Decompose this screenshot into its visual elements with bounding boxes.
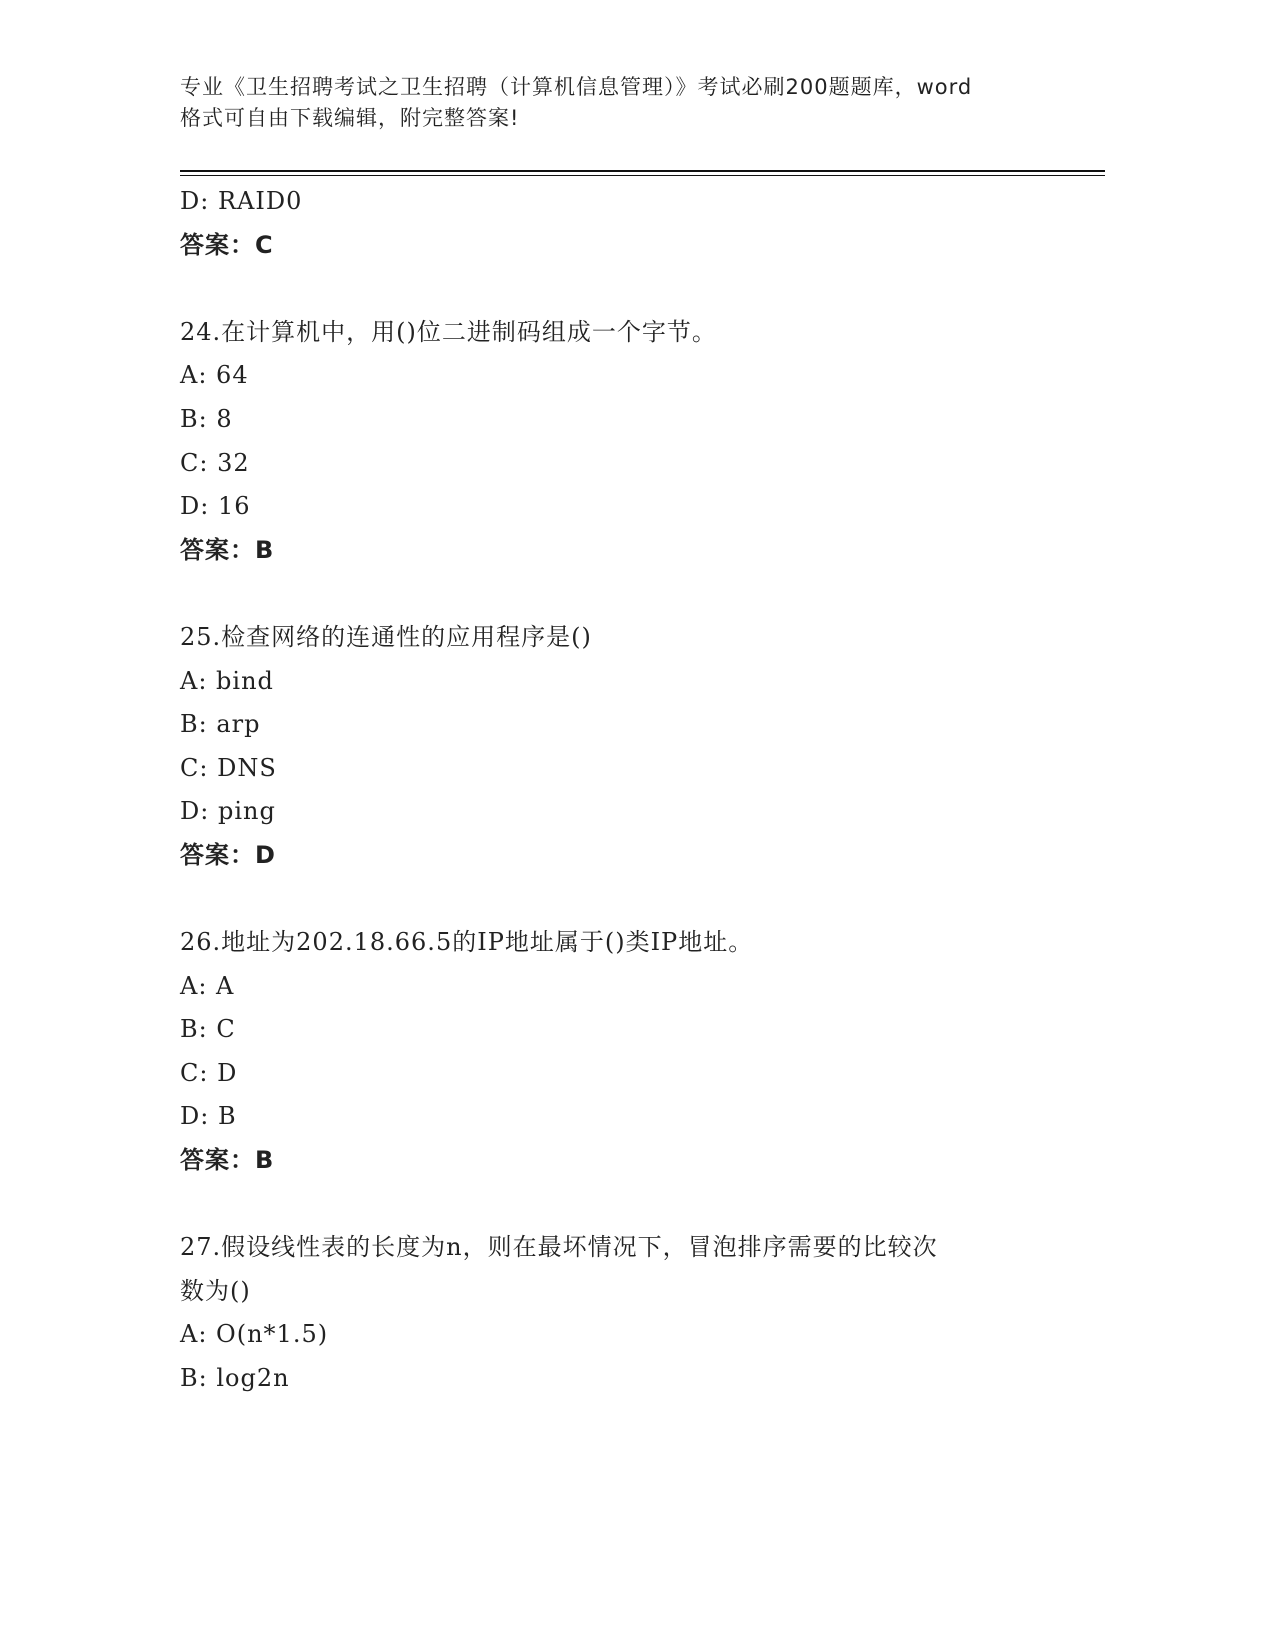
answer-line: 答案：D (180, 840, 276, 869)
answer-line: 答案：B (180, 1146, 275, 1175)
block-spacer (180, 267, 1080, 311)
question-text: 26.地址为202.18.66.5的IP地址属于()类IP地址。 (180, 928, 754, 957)
option-line: B: 8 (180, 404, 233, 433)
question-text: 24.在计算机中，用()位二进制码组成一个字节。 (180, 317, 717, 346)
question-block (180, 180, 1080, 267)
option-line: A: A (180, 971, 235, 1000)
header-line-1: 专业《卫生招聘考试之卫生招聘（计算机信息管理）》考试必刷200题题库，word (180, 75, 973, 99)
option-line: D: ping (180, 797, 276, 826)
option-line: B: arp (180, 710, 261, 739)
option-line: A: bind (180, 666, 274, 695)
block-spacer (180, 878, 1080, 922)
header-divider-thin (180, 175, 1105, 176)
option-line: C: D (180, 1058, 238, 1087)
option-line: B: log2n (180, 1364, 290, 1393)
option-line: A: 64 (180, 361, 249, 390)
question-block (180, 921, 1080, 1183)
answer-line: 答案：C (180, 230, 274, 259)
option-line: D: 16 (180, 492, 251, 521)
option-line: C: 32 (180, 448, 250, 477)
option-line: C: DNS (180, 753, 277, 782)
option-line: A: O(n*1.5) (180, 1320, 329, 1349)
option-line: D: RAID0 (180, 187, 303, 215)
block-spacer (180, 1183, 1080, 1227)
question-block (180, 1226, 1080, 1400)
option-line: B: C (180, 1015, 236, 1044)
header-divider-thick (180, 170, 1105, 172)
question-text: 25.检查网络的连通性的应用程序是() (180, 622, 592, 651)
header-line-2: 格式可自由下载编辑，附完整答案! (180, 106, 520, 130)
block-spacer (180, 572, 1080, 616)
question-text: 27.假设线性表的长度为n，则在最坏情况下，冒泡排序需要的比较次 (180, 1233, 938, 1262)
document-header (180, 72, 1060, 134)
question-list (180, 180, 1080, 1401)
question-block (180, 311, 1080, 573)
option-line: D: B (180, 1102, 237, 1131)
question-block (180, 616, 1080, 878)
answer-line: 答案：B (180, 535, 275, 564)
question-text: 数为() (180, 1276, 251, 1305)
